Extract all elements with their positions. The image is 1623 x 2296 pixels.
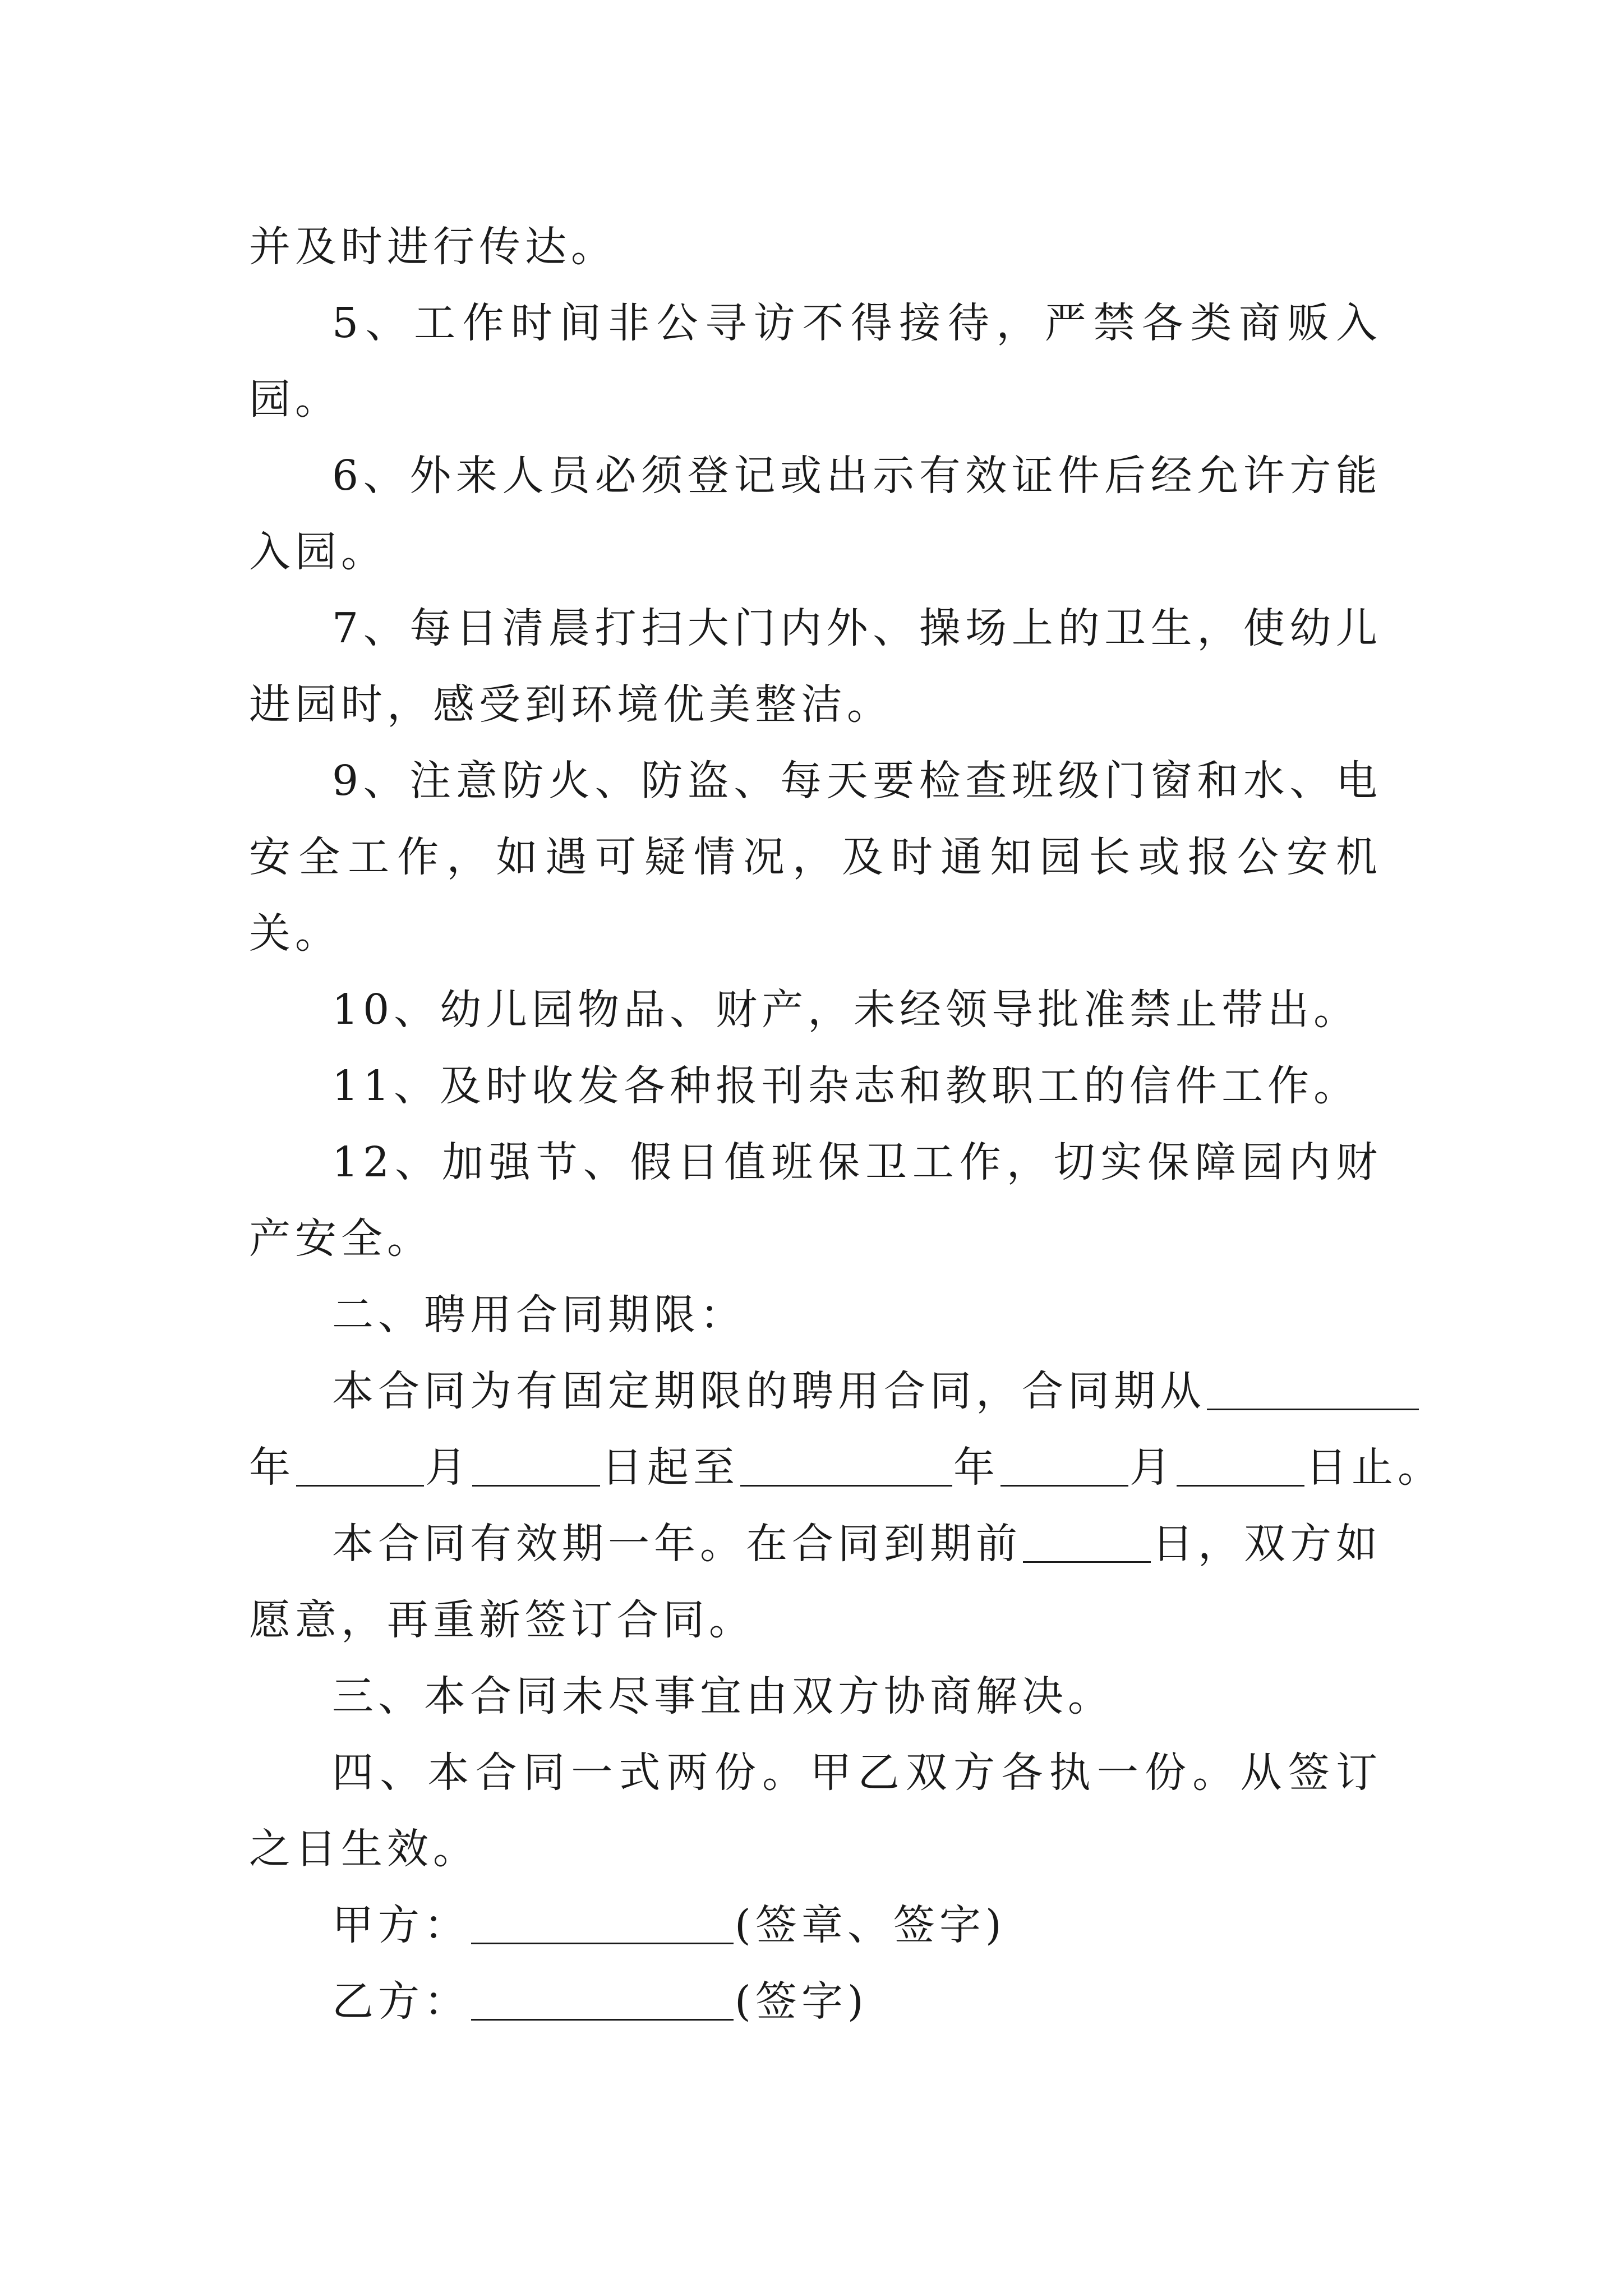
validity-paragraph	[249, 1506, 1382, 1658]
party-a-signature-line	[249, 1887, 1382, 1963]
party-b-signature-blank[interactable]	[471, 1980, 734, 2021]
party-b-signature-line	[249, 1963, 1382, 2040]
clause-12: 12、加强节、假日值班保卫工作，切实保障园内财产安全。	[249, 1138, 1382, 1263]
end-year-blank[interactable]	[740, 1446, 952, 1487]
start-day-blank[interactable]	[472, 1446, 600, 1487]
start-month-label: 月	[425, 1443, 471, 1492]
start-day-label: 日起至	[601, 1443, 739, 1492]
party-a-label: 甲方：	[332, 1901, 470, 1949]
clause-6: 6、外来人员必须登记或出示有效证件后经允许方能入园。	[249, 452, 1382, 576]
party-b-label: 乙方：	[332, 1977, 470, 2026]
start-year-blank[interactable]	[1207, 1369, 1419, 1410]
party-a-note: (签章、签字)	[735, 1901, 1006, 1949]
end-month-label: 月	[1129, 1443, 1175, 1492]
validity-text-1: 本合同有效期一年。在合同到期前	[332, 1520, 1022, 1568]
renewal-days-blank[interactable]	[1023, 1522, 1151, 1563]
end-year-label: 年	[953, 1443, 999, 1492]
party-a-signature-blank[interactable]	[471, 1903, 734, 1944]
contract-term-paragraph	[249, 1353, 1444, 1506]
clause-9: 9、注意防火、防盗、每天要检查班级门窗和水、电安全工作，如遇可疑情况，及时通知园长或报公安机关。	[249, 757, 1382, 958]
party-b-note: (签字)	[735, 1977, 868, 2026]
clause-10: 10、幼儿园物品、财产，未经领导批准禁止带出。	[332, 986, 1360, 1034]
clause-7: 7、每日清晨打扫大门内外、操场上的卫生，使幼儿进园时，感受到环境优美整洁。	[249, 604, 1382, 729]
section-2-heading: 二、聘用合同期限：	[332, 1291, 746, 1339]
end-month-blank[interactable]	[1000, 1446, 1128, 1487]
document-body	[249, 209, 1444, 2040]
end-day-label: 日止。	[1306, 1443, 1444, 1492]
contract-term-intro: 本合同为有固定期限的聘用合同，合同期从	[332, 1367, 1206, 1415]
paragraph-continuation: 并及时进行传达。	[249, 223, 617, 271]
start-year-label: 年	[249, 1443, 295, 1492]
section-3: 三、本合同未尽事宜由双方协商解决。	[332, 1672, 1114, 1720]
validity-text-2: 日，双方如愿意，再重新签订合同。	[249, 1520, 1382, 1644]
end-day-blank[interactable]	[1177, 1446, 1304, 1487]
section-4: 四、本合同一式两份。甲乙双方各执一份。从签订之日生效。	[249, 1749, 1382, 1873]
clause-5: 5、工作时间非公寻访不得接待，严禁各类商贩入园。	[249, 299, 1382, 424]
clause-11: 11、及时收发各种报刊杂志和教职工的信件工作。	[332, 1062, 1360, 1110]
start-month-blank[interactable]	[296, 1446, 424, 1487]
